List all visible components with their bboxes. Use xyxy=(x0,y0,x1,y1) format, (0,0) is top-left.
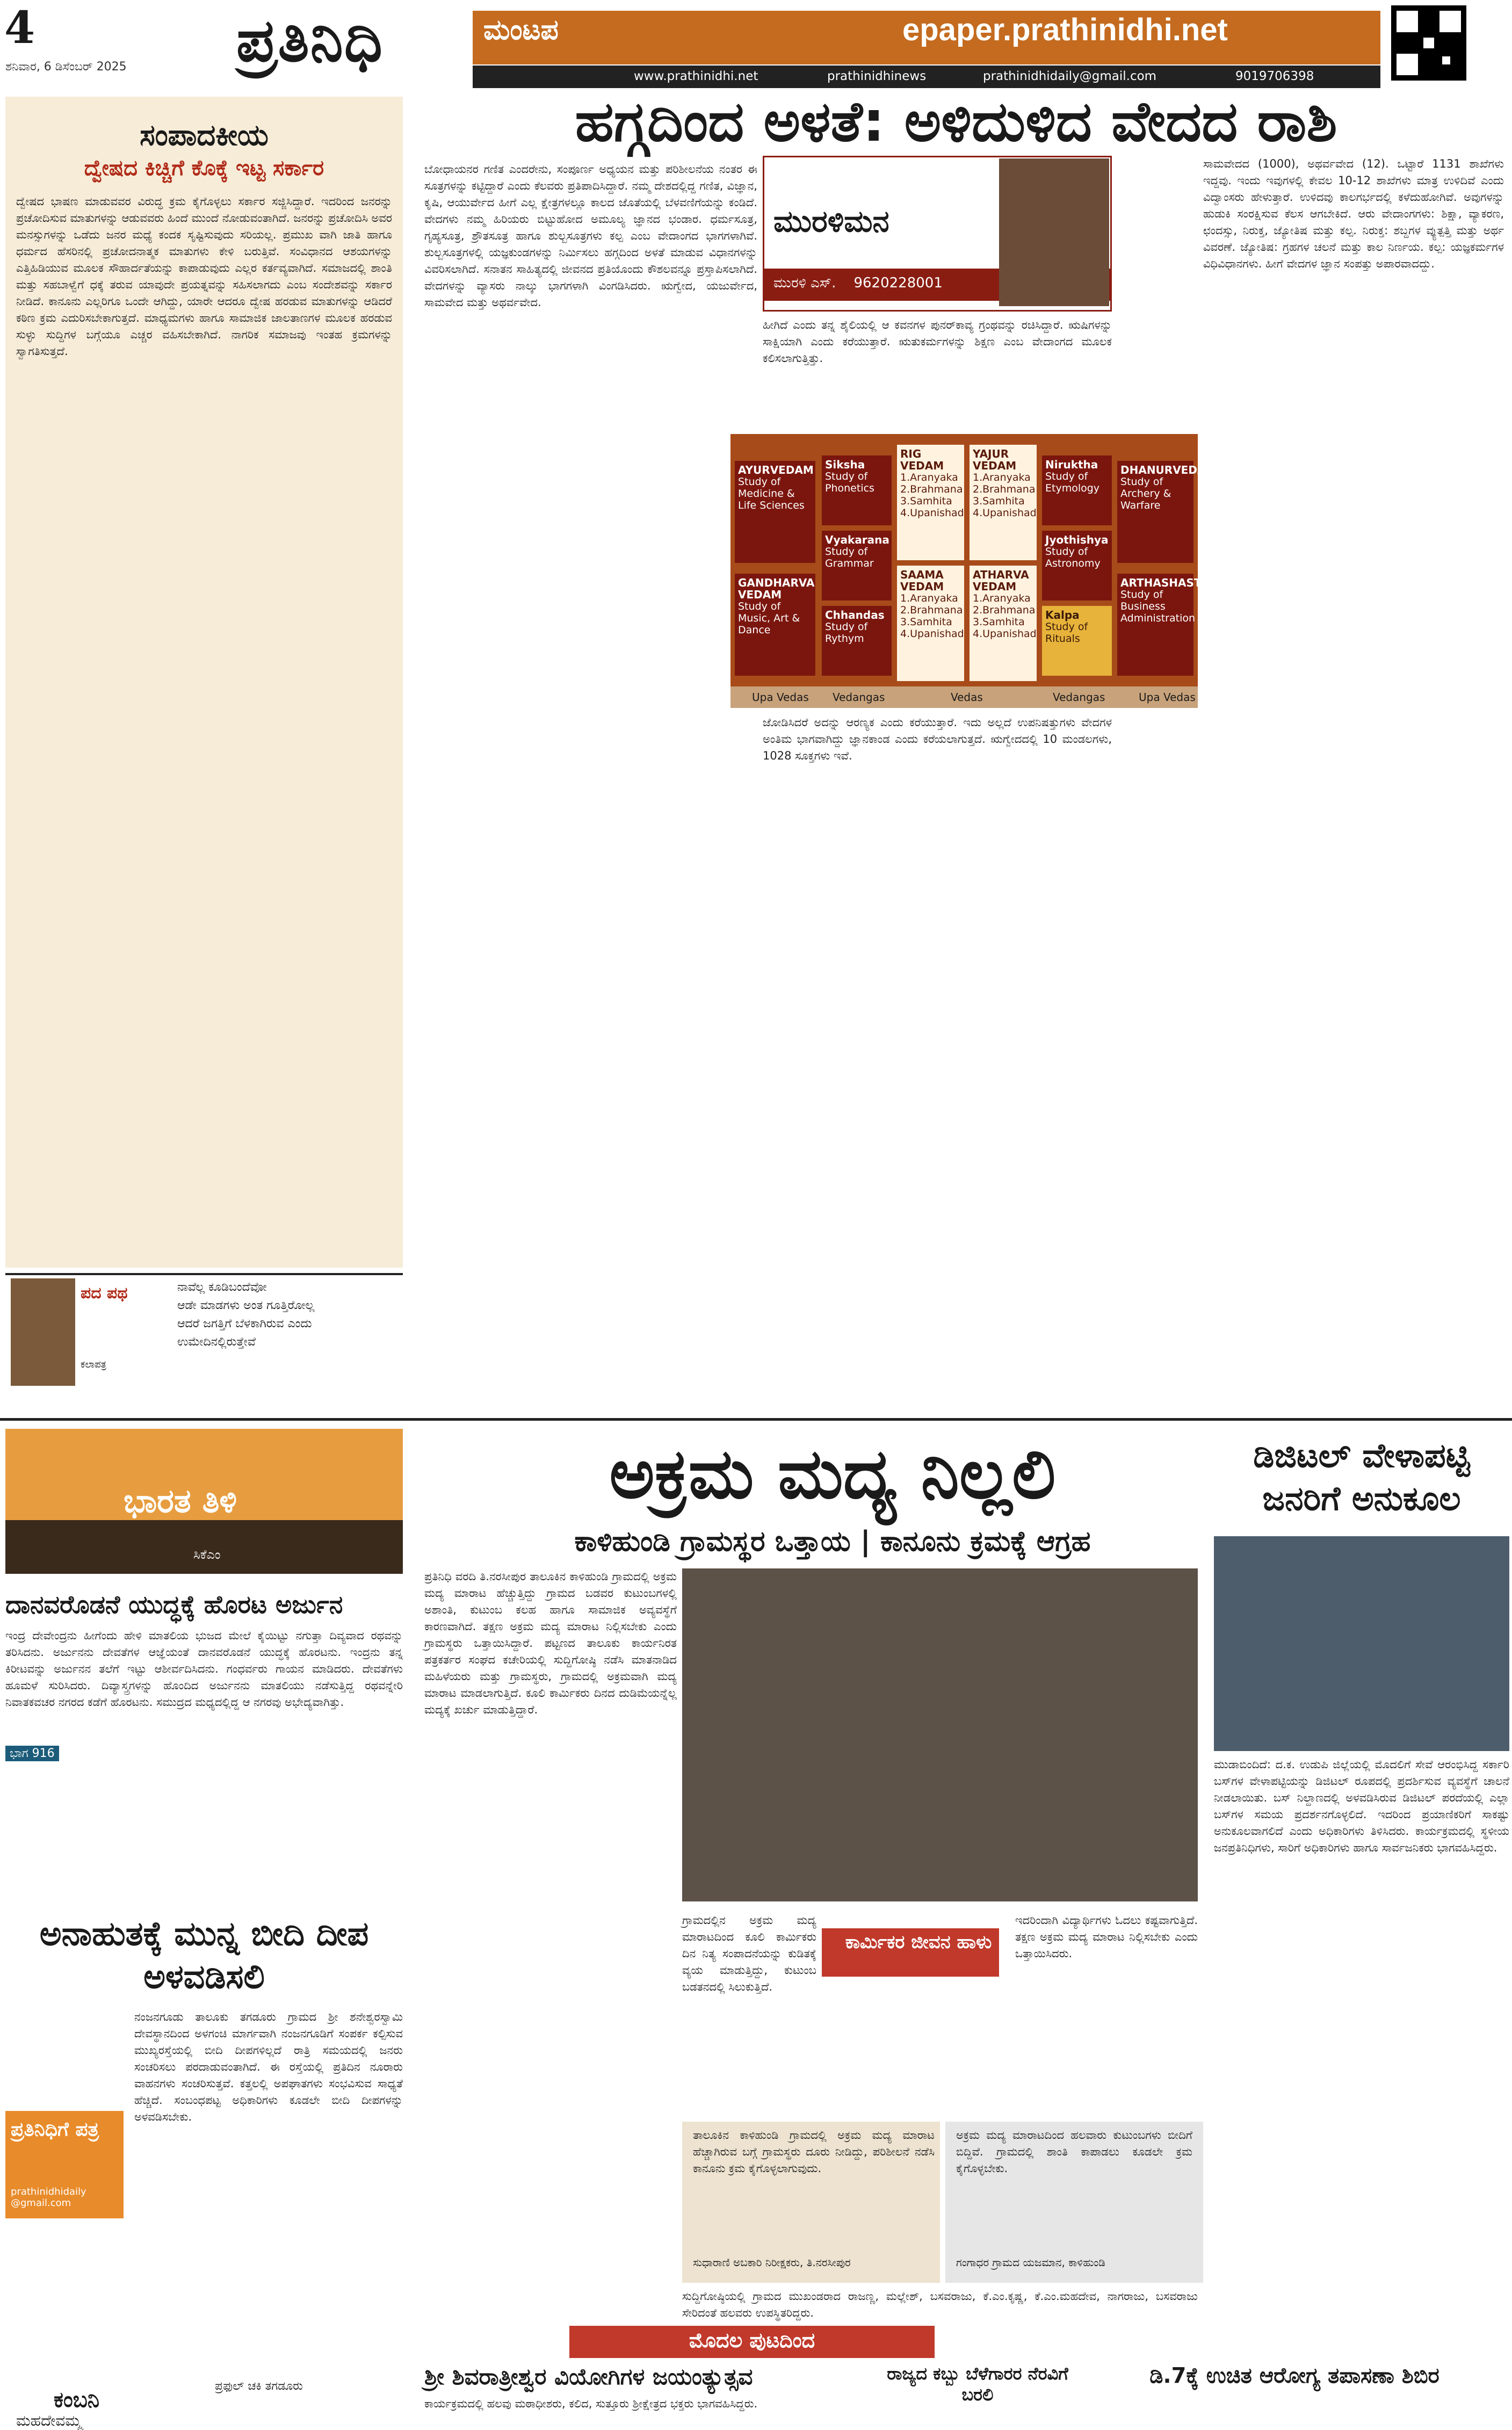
editorial-title: ಸಂಪಾದಕೀಯ xyxy=(140,118,269,152)
website-link[interactable]: www.prathinidhi.net xyxy=(634,69,758,83)
akrama-column-4: ಸುದ್ದಿಗೋಷ್ಠಿಯಲ್ಲಿ ಗ್ರಾಮದ ಮುಖಂಡರಾದ ರಾಜಣ್ಣ, ಮಲ್ಲೇಶ್, ಬಸವರಾಜು, ಕೆ.ಎಂ.ಕೃಷ್ಣ, ಕೆ.ಎಂ.ಮಹದೇವ, ನಾಗರಾಜು, ಬಸವರಾಜು ಸೇರಿದಂತೆ ಹಲವರು ಉಪಸ್ಥಿತರಿದ್ದರು. xyxy=(682,2290,1198,2319)
obituary-name: ಮಹದೇವಮ್ಮ xyxy=(16,2412,82,2429)
digital-body: ಮುಡಾಬಿಂದಿದೆ: ದ.ಕ. ಉಡುಪಿ ಜಿಲ್ಲೆಯಲ್ಲಿ ಮೊದಲಿಗೆ ಸೇವೆ ಆರಂಭಿಸಿದ್ದ ಸರ್ಕಾರಿ ಬಸ್‌ಗಳ ವೇಳಾಪಟ್ಟಿಯನ್ನು ಡಿಜಿಟಲ್ ರೂಪದಲ್ಲಿ ಪ್ರದರ್ಶಿಸುವ ವ್ಯವಸ್ಥೆಗೆ ಚಾಲನೆ ನೀಡಲಾಯಿತು. ಬಸ್ ನಿಲ್ದಾಣದಲ್ಲಿ ಅಳವಡಿಸಿರುವ ಡಿಜಿಟಲ್ ಪರದೆಯಲ್ಲಿ ಎಲ್ಲಾ ಬಸ್‌ಗಳ ಸಮಯ ಪ್ರದರ್ಶನಗೊಳ್ಳಲಿದೆ. ಇದರಿಂದ ಪ್ರಯಾಣಿಕರಿಗೆ ಸಾಕಷ್ಟು ಅನುಕೂಲವಾಗಲಿದೆ ಎಂದು ಅಧಿಕಾರಿಗಳು ತಿಳಿಸಿದರು. ಕಾರ್ಯಕ್ರಮದಲ್ಲಿ ಸ್ಥಳೀಯ ಜನಪ್ರತಿನಿಧಿಗಳು, ಸಾರಿಗೆ ಅಧಿಕಾರಿಗಳು ಹಾಗೂ ಸಾರ್ವಜನಿಕರು ಭಾಗವಹಿಸಿದ್ದರು. xyxy=(1214,1758,1509,1854)
poem-line: ನಾವೆಲ್ಲ ಕೂಡಿಬಂದೆವೋ xyxy=(177,1281,267,1294)
editorial-body: ದ್ವೇಷದ ಭಾಷಣ ಮಾಡುವವರ ವಿರುದ್ಧ ಕ್ರಮ ಕೈಗೊಳ್ಳಲು ಸರ್ಕಾರ ಸಜ್ಜಿಸಿದ್ದಾರೆ. ಇದರಿಂದ ಜನರನ್ನು ಪ್ರಚೋದಿಸುವ ಮಾತುಗಳನ್ನು ಆಡುವವರು ಹಿಂದೆ ಮುಂದೆ ನೋಡುವಂತಾಗಿದೆ. ಜನರನ್ನು ಪ್ರಚೋದಿಸಿ ಅವರ ಮನಸ್ಸುಗಳನ್ನು ಒಡೆದು ಜನರ ಮಧ್ಯೆ ಕಂದಕ ಸೃಷ್ಟಿಸುವುದು ಸರಿಯಲ್ಲ. ಪ್ರಮುಖ ವಾಗಿ ಜಾತಿ ಹಾಗೂ ಧರ್ಮದ ಹೆಸರಿನಲ್ಲಿ ಪ್ರಚೋದನಾತ್ಮಕ ಮಾತುಗಳು ಕೇಳಿ ಬರುತ್ತಿವೆ. ಸಂವಿಧಾನದ ಆಶಯಗಳನ್ನು ಎತ್ತಿಹಿಡಿಯುವ ಮೂಲಕ ಸೌಹಾರ್ದತೆಯನ್ನು ಕಾಪಾಡುವುದು ಎಲ್ಲರ ಕರ್ತವ್ಯವಾಗಿದೆ. ಸಮಾಜದಲ್ಲಿ ಶಾಂತಿ ಮತ್ತು ಸಹಬಾಳ್ವೆಗೆ ಧಕ್ಕೆ ತರುವ ಯಾವುದೇ ಪ್ರಯತ್ನವನ್ನು ಸಹಿಸಲಾಗದು ಎಂಬ ಸಂದೇಶವನ್ನು ಸರ್ಕಾರ ನೀಡಿದೆ. ಕಾನೂನು ಎಲ್ಲರಿಗೂ ಒಂದೇ ಆಗಿದ್ದು, ಯಾರೇ ಆದರೂ ದ್ವೇಷ ಹರಡುವ ಮಾತುಗಳನ್ನು ಆಡಿದರೆ ಕಠಿಣ ಕ್ರಮ ಎದುರಿಸಬೇಕಾಗುತ್ತದೆ. ಮಾಧ್ಯಮಗಳು ಹಾಗೂ ಸಾಮಾಜಿಕ ಜಾಲತಾಣಗಳ ಮೂಲಕ ಹರಡುವ ಸುಳ್ಳು ಸುದ್ದಿಗಳ ಬಗ್ಗೆಯೂ ಎಚ್ಚರ ವಹಿಸಬೇಕಾಗಿದೆ. ನಾಗರಿಕ ಸಮಾಜವು ಇಂತಹ ಕ್ರಮಗಳನ್ನು ಸ್ವಾಗತಿಸುತ್ತದೆ. xyxy=(16,195,392,358)
pada-author-photo xyxy=(11,1278,75,1386)
page-number: 4 xyxy=(4,2,35,54)
bharata-body: ಇಂದ್ರ ದೇವೇಂದ್ರನು ಹೀಗೆಂದು ಹೇಳಿ ಮಾತಲಿಯ ಭುಜದ ಮೇಲೆ ಕೈಯಿಟ್ಟು ನಗುತ್ತಾ ದಿವ್ಯವಾದ ರಥವನ್ನು ತರಿಸಿದನು. ಅರ್ಜುನನು ದೇವತೆಗಳ ಆಜ್ಞೆಯಂತೆ ದಾನವರೊಡನೆ ಯುದ್ಧಕ್ಕೆ ಹೊರಟನು. ಇಂದ್ರನು ತನ್ನ ಕಿರೀಟವನ್ನು ಅರ್ಜುನನ ತಲೆಗೆ ಇಟ್ಟು ಆಶೀರ್ವದಿಸಿದನು. ಗಂಧರ್ವರು ಗಾಯನ ಮಾಡಿದರು. ದೇವತೆಗಳು ಹೂಮಳೆ ಸುರಿಸಿದರು. ದಿವ್ಯಾಸ್ತ್ರಗಳನ್ನು ಹೊಂದಿದ ಅರ್ಜುನನು ಮಾತಲಿಯು ನಡೆಸುತ್ತಿದ್ದ ರಥವನ್ನೇರಿ ನಿವಾತಕವಚರ ನಗರದ ಕಡೆಗೆ ಹೊರಟನು. ಸಮುದ್ರದ ಮಧ್ಯದಲ್ಲಿದ್ದ ಆ ನಗರವು ಅಭೇದ್ಯವಾಗಿತ್ತು. xyxy=(5,1629,403,1709)
section-title: ಮಂಟಪ xyxy=(483,14,559,46)
epaper-url[interactable]: epaper.prathinidhi.net xyxy=(902,12,1228,47)
author-phone: 9620228001 xyxy=(853,275,943,291)
akrama-photo xyxy=(682,1568,1198,1901)
letters-email[interactable]: prathinidhidaily @gmail.com xyxy=(11,2186,86,2209)
vedanga-box: Jyothishya Study of Astronomy xyxy=(1042,531,1112,601)
letter-headline: ಅನಾಹುತಕ್ಕೆ ಮುನ್ನ ಬೀದಿ ದೀಪ ಅಳವಡಿಸಲಿ xyxy=(39,1914,369,1996)
letter-author: ಪ್ರಫುಲ್ ಚಕಿ ತಗಡೂರು xyxy=(215,2380,303,2393)
poem-line: ಉಮೇದಿನಲ್ಲಿರುತ್ತೇವೆ xyxy=(177,1335,256,1349)
upa-veda-box: GANDHARVA VEDAM Study of Music, Art & Dance xyxy=(735,574,815,676)
akrama-column-2: ಗ್ರಾಮದಲ್ಲಿನ ಅಕ್ರಮ ಮದ್ಯ ಮಾರಾಟದಿಂದ ಕೂಲಿ ಕಾರ್ಮಿಕರು ದಿನ ನಿತ್ಯ ಸಂಪಾದನೆಯನ್ನು ಕುಡಿತಕ್ಕೆ ವ್ಯಯ ಮಾಡುತ್ತಿದ್ದು, ಕುಟುಂಬ ಬಡತನದಲ್ಲಿ ಸಿಲುಕುತ್ತಿದೆ. xyxy=(682,1914,816,1993)
karmi-label: ಕಾರ್ಮಿಕರ ಜೀವನ ಹಾಳು xyxy=(845,1932,992,1953)
bharata-author: ಸಿಕೆಎಂ xyxy=(193,1547,221,1562)
obituary-title: ಕಂಬನಿ xyxy=(54,2388,100,2412)
akrama-column-3: ಇದರಿಂದಾಗಿ ವಿದ್ಯಾರ್ಥಿಗಳು ಓದಲು ಕಷ್ಟವಾಗುತ್ತಿದೆ. ತಕ್ಷಣ ಅಕ್ರಮ ಮದ್ಯ ಮಾರಾಟ ನಿಲ್ಲಿಸಬೇಕು ಎಂದು ಒತ್ತಾಯಿಸಿದರು. xyxy=(1015,1914,1198,1960)
vedanga-box: Kalpa Study of Rituals xyxy=(1042,606,1112,676)
main-article-column-2: ಹೀಗಿದೆ ಎಂದು ತನ್ನ ಶೈಲಿಯಲ್ಲಿ ಆ ಕವನಗಳ ಪುನರ್‌ಕಾವ್ಯ ಗ್ರಂಥವನ್ನು ರಚಿಸಿದ್ದಾರೆ. ಋಷಿಗಳನ್ನು ಸಾಕ್ಷಿಯಾಗಿ ಎಂದು ಕರೆಯುತ್ತಾರೆ. ಋತುಕರ್ಮಗಳನ್ನು ಶಿಕ್ಷಣ ಎಂಬ ವೇದಾಂಗದ ಮೂಲಕ ಕಲಿಸಲಾಗುತ್ತಿತ್ತು. xyxy=(763,319,1112,365)
column-name: ಮುರಳಿಮನ xyxy=(773,204,889,239)
email-link[interactable]: prathinidhidaily@gmail.com xyxy=(983,69,1157,83)
pada-poem xyxy=(177,1278,397,1351)
upa-veda-box: AYURVEDAM Study of Medicine & Life Sciences xyxy=(735,461,815,563)
letter-body: ನಂಜನಗೂಡು ತಾಲೂಕು ತಗಡೂರು ಗ್ರಾಮದ ಶ್ರೀ ಶನೇಶ್ವರಸ್ವಾಮಿ ದೇವಸ್ಥಾನದಿಂದ ಅಳಗಂಚಿ ಮಾರ್ಗವಾಗಿ ನಂಜನಗೂಡಿಗೆ ಸಂಪರ್ಕ ಕಲ್ಪಿಸುವ ಮುಖ್ಯರಸ್ತೆಯಲ್ಲಿ ಬೀದಿ ದೀಪಗಳಿಲ್ಲದೆ ರಾತ್ರಿ ಸಮಯದಲ್ಲಿ ಜನರು ಸಂಚರಿಸಲು ಪರದಾಡುವಂತಾಗಿದೆ. ಈ ರಸ್ತೆಯಲ್ಲಿ ಪ್ರತಿದಿನ ನೂರಾರು ವಾಹನಗಳು ಸಂಚರಿಸುತ್ತವೆ. ಕತ್ತಲಲ್ಲಿ ಅಪಘಾತಗಳು ಸಂಭವಿಸುವ ಸಾಧ್ಯತೆ ಹೆಚ್ಚಿದೆ. ಸಂಬಂಧಪಟ್ಟ ಅಧಿಕಾರಿಗಳು ಕೂಡಲೇ ಬೀದಿ ದೀಪಗಳನ್ನು ಅಳವಡಿಸಬೇಕು. xyxy=(134,2010,403,2123)
quote-author: ಸುಧಾರಾಣಿ ಅಬಕಾರಿ ನಿರೀಕ್ಷಕರು, ತಿ.ನರಸೀಪುರ xyxy=(693,2256,851,2269)
contact-bar xyxy=(473,66,1380,88)
veda-box: SAAMA VEDAM 1.Aranyaka 2.Brahmana 3.Samhita 4.Upanishad xyxy=(897,566,964,681)
vedanga-box: Niruktha Study of Etymology xyxy=(1042,455,1112,525)
poem-line: ಆದರೆ ಜಗತ್ತಿಗೆ ಬೆಳಕಾಗಿರುವ ಎಂದು xyxy=(177,1317,312,1330)
byline-author xyxy=(773,275,943,292)
pada-author-role: ಕಲಾಪತ್ರ xyxy=(81,1359,106,1370)
upa-veda-box: ARTHASHASTRA Study of Business Administration xyxy=(1117,574,1193,676)
main-headline: ಹಗ್ಗದಿಂದ ಅಳತೆ: ಅಳಿದುಳಿದ ವೇದದ ರಾಶಿ xyxy=(575,89,1337,154)
main-article-column-3: ಸಾಮವೇದದ (1000), ಅಥರ್ವವೇದ (12). ಒಟ್ಟಾರೆ 1131 ಶಾಖೆಗಳು ಇದ್ದವು. ಇಂದು ಇವುಗಳಲ್ಲಿ ಕೇವಲ 10-12 ಶಾಖೆಗಳು ಮಾತ್ರ ಉಳಿದಿವೆ ಎಂದು ವಿದ್ವಾಂಸರು ಹೇಳುತ್ತಾರೆ. ಉಳಿದವು ಕಾಲಗರ್ಭದಲ್ಲಿ ಕಳೆದುಹೋಗಿವೆ. ಅವುಗಳನ್ನು ಹುಡುಕಿ ಸಂರಕ್ಷಿಸುವ ಕೆಲಸ ಆಗಬೇಕಿದೆ. ಆರು ವೇದಾಂಗಗಳು: ಶಿಕ್ಷಾ, ವ್ಯಾಕರಣ, ಛಂದಸ್ಸು, ನಿರುಕ್ತ, ಜ್ಯೋತಿಷ ಮತ್ತು ಕಲ್ಪ. ನಿರುಕ್ತ: ಶಬ್ದಗಳ ವ್ಯುತ್ಪತ್ತಿ ಮತ್ತು ಅರ್ಥ ವಿವರಣೆ. ಜ್ಯೋತಿಷ: ಗ್ರಹಗಳ ಚಲನೆ ಮತ್ತು ಕಾಲ ನಿರ್ಣಯ. ಕಲ್ಪ: ಯಜ್ಞಕರ್ಮಗಳ ವಿಧಿವಿಧಾನಗಳು. ಹೀಗೆ ವೇದಗಳ ಜ್ಞಾನ ಸಂಪತ್ತು ಅಪಾರವಾದದ್ದು. xyxy=(1203,157,1504,270)
quote-author: ಗಂಗಾಧರ ಗ್ರಾಮದ ಯಜಮಾನ, ಕಾಳಿಹುಂಡಿ xyxy=(956,2256,1105,2269)
quote-text: ಅಕ್ರಮ ಮದ್ಯ ಮಾರಾಟದಿಂದ ಹಲವಾರು ಕುಟುಂಬಗಳು ಬೀದಿಗೆ ಬಿದ್ದಿವೆ. ಗ್ರಾಮದಲ್ಲಿ ಶಾಂತಿ ಕಾಪಾಡಲು ಕೂಡಲೇ ಕ್ರಮ ಕೈಗೊಳ್ಳಬೇಕು. xyxy=(956,2129,1192,2175)
pada-label: ಪದ ಪಥ xyxy=(81,1284,128,1303)
digital-headline: ಡಿಜಿಟಲ್ ವೇಳಾಪಟ್ಟಿ ಜನರಿಗೆ ಅನುಕೂಲ xyxy=(1253,1436,1470,1518)
vedas-diagram xyxy=(730,434,1218,708)
akrama-subheadline: ಕಾಳಿಹುಂಡಿ ಗ್ರಾಮಸ್ಥರ ಒತ್ತಾಯ | ಕಾನೂನು ಕ್ರಮಕ್ಕೆ ಆಗ್ರಹ xyxy=(574,1525,1091,1558)
veda-box: ATHARVA VEDAM 1.Aranyaka 2.Brahmana 3.Samhita 4.Upanishad xyxy=(970,566,1037,681)
story-headline: ಡಿ.7ಕ್ಕೆ ಉಚಿತ ಆರೋಗ್ಯ ತಪಾಸಣಾ ಶಿಬಿರ xyxy=(1149,2363,1439,2388)
poem-line: ಆಡೇ ಮಾಡಗಳು ಅಂತ ಗೂತ್ತಿರೋಲ್ಲ xyxy=(177,1299,315,1312)
vedanga-box: Siksha Study of Phonetics xyxy=(822,455,892,525)
vedanga-box: Vyakarana Study of Grammar xyxy=(822,531,892,601)
vedas-legend: Upa Vedas Vedangas Vedas Vedangas Upa Vedas xyxy=(730,686,1198,708)
editorial-headline: ದ್ವೇಷದ ಕಿಚ್ಚಿಗೆ ಕೊಕ್ಕೆ ಇಟ್ಟ ಸರ್ಕಾರ xyxy=(84,156,324,180)
story-headline: ಶ್ರೀ ಶಿವರಾತ್ರೀಶ್ವರ ವಿಯೋಗಿಗಳ ಜಯಂತ್ಯುತ್ಸವ xyxy=(424,2363,753,2390)
phone-number: 9019706398 xyxy=(1235,69,1314,83)
akrama-headline: ಅಕ್ರಮ ಮದ್ಯ ನಿಲ್ಲಲಿ xyxy=(609,1434,1056,1514)
continued-label: ಮೊದಲ ಪುಟದಿಂದ xyxy=(689,2328,815,2352)
bharata-part-badge: ಭಾಗ 916 xyxy=(5,1746,59,1761)
bharata-headline: ದಾನವರೊಡನೆ ಯುದ್ಧಕ್ಕೆ ಹೊರಟ ಅರ್ಜುನ xyxy=(5,1590,343,1619)
veda-box: YAJUR VEDAM 1.Aranyaka 2.Brahmana 3.Samhita 4.Upanishad xyxy=(970,445,1037,560)
main-article-column-2b: ಜೋಡಿಸಿದರೆ ಅದನ್ನು ಆರಣ್ಯಕ ಎಂದು ಕರೆಯುತ್ತಾರೆ. ಇದು ಅಲ್ಲದೆ ಉಪನಿಷತ್ತುಗಳು ವೇದಗಳ ಅಂತಿಮ ಭಾಗವಾಗಿದ್ದು ಜ್ಞಾನಕಾಂಡ ಎಂದು ಕರೆಯಲಾಗುತ್ತದೆ. ಋಗ್ವೇದದಲ್ಲಿ 10 ಮಂಡಲಗಳು, 1028 ಸೂಕ್ತಗಳು ಇವೆ. xyxy=(763,716,1112,762)
digital-photo xyxy=(1214,1536,1509,1751)
upa-veda-box: DHANURVEDAM Study of Archery & Warfare xyxy=(1117,461,1193,563)
veda-box: RIG VEDAM 1.Aranyaka 2.Brahmana 3.Samhita 4.Upanishad xyxy=(897,445,964,560)
newspaper-logo: ಪ್ರತಿನಿಧಿ xyxy=(236,5,384,75)
letters-title: ಪ್ರತಿನಿಧಿಗೆ ಪತ್ರ xyxy=(11,2118,99,2140)
qr-code-icon xyxy=(1391,5,1466,81)
bharata-title: ಭಾರತ ತಿಳಿ xyxy=(124,1482,237,1520)
story-body: ಕಾರ್ಯಕ್ರಮದಲ್ಲಿ ಹಲವು ಮಠಾಧೀಶರು, ಕಲಿದ, ಸುತ್ತೂರು ಶ್ರೀಕ್ಷೇತ್ರದ ಭಕ್ತರು ಭಾಗವಹಿಸಿದ್ದರು. xyxy=(424,2397,758,2410)
main-article-column-1: ಬೋಧಾಯನರ ಗಣಿತ ಎಂದರೇನು, ಸಂಪೂರ್ಣ ಅಧ್ಯಯನ ಮತ್ತು ಪರಿಶೀಲನೆಯ ನಂತರ ಈ ಸೂತ್ರಗಳನ್ನು ಕಟ್ಟಿದ್ದಾರೆ ಎಂದು ಕೆಲವರು ಪ್ರತಿಪಾದಿಸಿದ್ದಾರೆ. ನಮ್ಮ ದೇಶದಲ್ಲಿದ್ದ ಗಣಿತ, ವಿಜ್ಞಾನ, ಕೃಷಿ, ಆಯುರ್ವೇದ ಹೀಗೆ ಎಲ್ಲ ಕ್ಷೇತ್ರಗಳಲ್ಲೂ ಕಾಲದ ಜೊತೆಯಲ್ಲಿ ಬೆಳವಣಿಗೆಯನ್ನು ಕಂಡಿದೆ. ವೇದಗಳು ನಮ್ಮ ಹಿರಿಯರು ಬಿಟ್ಟುಹೋದ ಅಮೂಲ್ಯ ಜ್ಞಾನದ ಭಂಡಾರ. ಧರ್ಮಸೂತ್ರ, ಗೃಹ್ಯಸೂತ್ರ, ಶ್ರೌತಸೂತ್ರ ಹಾಗೂ ಶುಲ್ಬಸೂತ್ರಗಳು ಕಲ್ಪ ಎಂಬ ವೇದಾಂಗದ ಭಾಗಗಳಾಗಿವೆ. ಶುಲ್ಬಸೂತ್ರಗಳಲ್ಲಿ ಯಜ್ಞಕುಂಡಗಳನ್ನು ನಿರ್ಮಿಸಲು ಹಗ್ಗದಿಂದ ಅಳತೆ ಮಾಡುವ ವಿಧಾನಗಳನ್ನು ವಿವರಿಸಲಾಗಿದೆ. ಸನಾತನ ಸಾಹಿತ್ಯದಲ್ಲಿ ಜೀವನದ ಪ್ರತಿಯೊಂದು ಕೌಶಲವನ್ನೂ ಪ್ರಸ್ತಾಪಿಸಲಾಗಿದೆ. ವೇದಗಳನ್ನು ವ್ಯಾಸರು ನಾಲ್ಕು ಭಾಗಗಳಾಗಿ ವಿಂಗಡಿಸಿದರು. ಋಗ್ವೇದ, ಯಜುರ್ವೇದ, ಸಾಮವೇದ ಮತ್ತು ಅಥರ್ವವೇದ. xyxy=(424,163,757,309)
quote-text: ತಾಲೂಕಿನ ಕಾಳಿಹುಂಡಿ ಗ್ರಾಮದಲ್ಲಿ ಅಕ್ರಮ ಮದ್ಯ ಮಾರಾಟ ಹೆಚ್ಚಾಗಿರುವ ಬಗ್ಗೆ ಗ್ರಾಮಸ್ಥರು ದೂರು ನೀಡಿದ್ದು, ಪರಿಶೀಲನೆ ನಡೆಸಿ ಕಾನೂನು ಕ್ರಮ ಕೈಗೊಳ್ಳಲಾಗುವುದು. xyxy=(693,2129,935,2175)
section-divider xyxy=(0,1418,1512,1421)
akrama-column-1: ಪ್ರತಿನಿಧಿ ವರದಿ ತಿ.ನರಸೀಪುರ ತಾಲೂಕಿನ ಕಾಳಿಹುಂಡಿ ಗ್ರಾಮದಲ್ಲಿ ಅಕ್ರಮ ಮದ್ಯ ಮಾರಾಟ ಹೆಚ್ಚುತ್ತಿದ್ದು ಗ್ರಾಮದ ಬಡವರ ಕುಟುಂಬಗಳಲ್ಲಿ ಅಶಾಂತಿ, ಕುಟುಂಬ ಕಲಹ ಹಾಗೂ ಸಾಮಾಜಿಕ ಅವ್ಯವಸ್ಥೆಗೆ ಕಾರಣವಾಗಿದೆ. ತಕ್ಷಣ ಅಕ್ರಮ ಮದ್ಯ ಮಾರಾಟ ನಿಲ್ಲಿಸಬೇಕು ಎಂದು ಗ್ರಾಮಸ್ಥರು ಒತ್ತಾಯಿಸಿದ್ದಾರೆ. ಪಟ್ಟಣದ ತಾಲೂಕು ಕಾರ್ಯನಿರತ ಪತ್ರಕರ್ತರ ಸಂಘದ ಕಚೇರಿಯಲ್ಲಿ ಸುದ್ದಿಗೋಷ್ಠಿ ನಡೆಸಿ ಮಾತನಾಡಿದ ಮಹಿಳೆಯರು ಮತ್ತು ಗ್ರಾಮಸ್ಥರು, ಗ್ರಾಮದಲ್ಲಿ ಅಕ್ರಮವಾಗಿ ಮದ್ಯ ಮಾರಾಟ ಮಾಡಲಾಗುತ್ತಿದೆ. ಕೂಲಿ ಕಾರ್ಮಿಕರು ದಿನದ ದುಡಿಮೆಯನ್ನೆಲ್ಲ ಮದ್ಯಕ್ಕೆ ಖರ್ಚು ಮಾಡುತ್ತಿದ್ದಾರೆ. xyxy=(424,1570,677,1716)
social-handle[interactable]: prathinidhinews xyxy=(827,69,927,83)
author-photo xyxy=(999,158,1109,306)
vedanga-box: Chhandas Study of Rythym xyxy=(822,606,892,676)
author-name: ಮುರಳಿ ಎಸ್. xyxy=(773,275,836,291)
story-headline: ರಾಜ್ಯದ ಕಬ್ಬು ಬೆಳೆಗಾರರ ನೆರವಿಗೆ ಬರಲಿ xyxy=(887,2363,1068,2405)
issue-date: ಶನಿವಾರ, 6 ಡಿಸೆಂಬರ್ 2025 xyxy=(5,60,127,74)
